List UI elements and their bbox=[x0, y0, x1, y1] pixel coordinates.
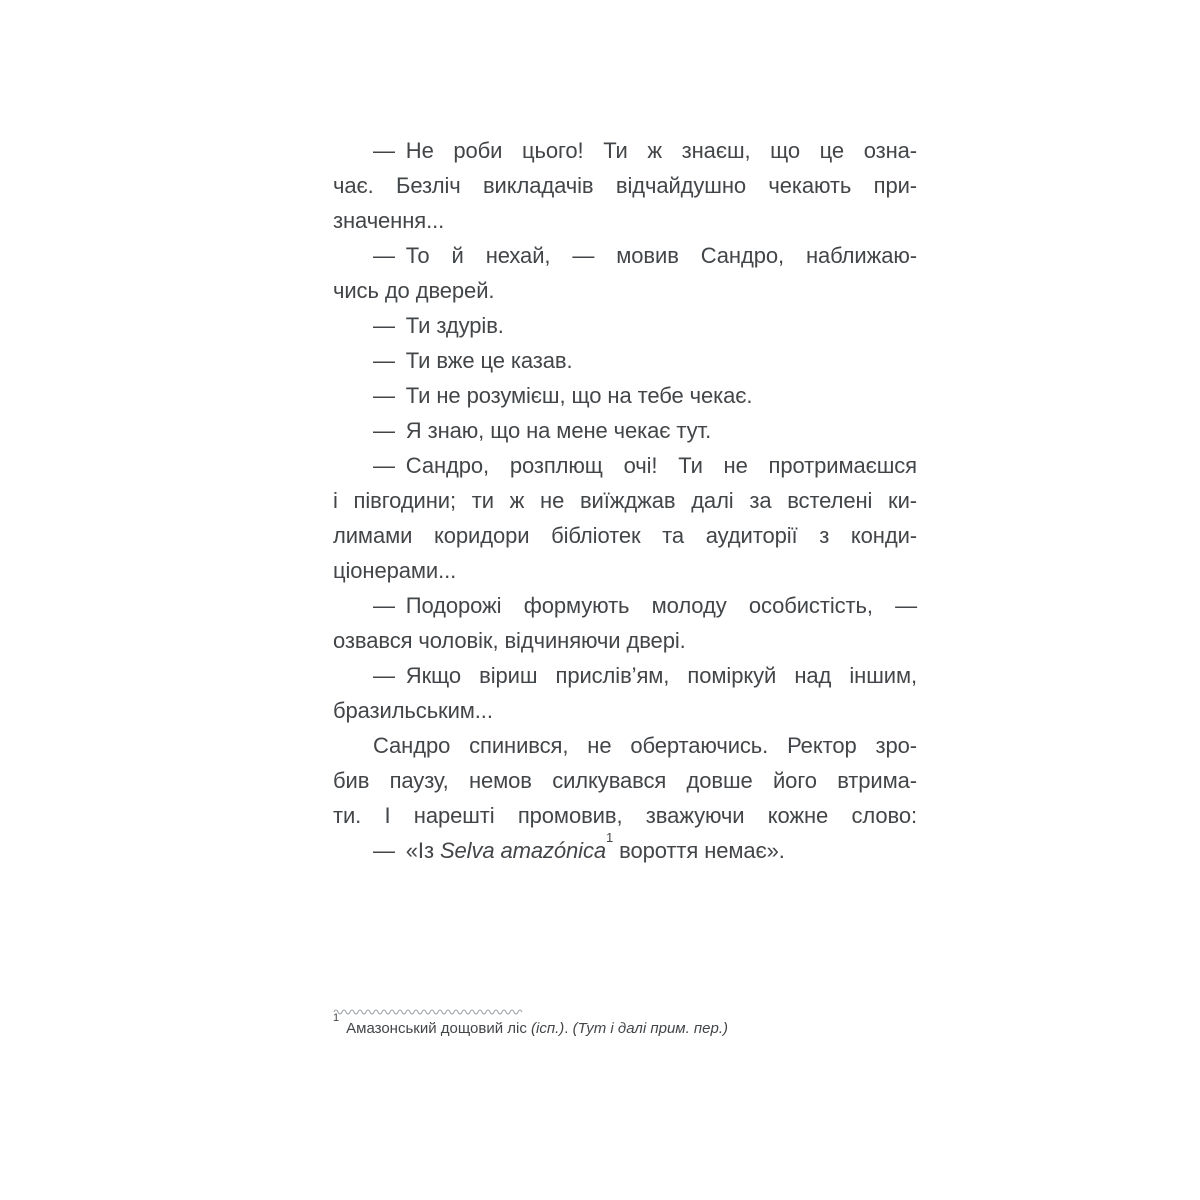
text-segment: . bbox=[564, 1020, 573, 1037]
text-segment: — Ти здурів. bbox=[373, 313, 504, 338]
text-segment: вороття немає». bbox=[613, 838, 785, 863]
italic-text-segment: (ісп.) bbox=[531, 1020, 565, 1037]
dialogue-line bbox=[333, 829, 917, 868]
dialogue-line bbox=[333, 448, 917, 483]
text-segment: — Не роби цього! Ти ж знаєш, що це озна- bbox=[373, 138, 917, 163]
text-segment: Амазонський дощовий ліс bbox=[346, 1020, 532, 1037]
text-line bbox=[333, 553, 917, 588]
footnote-text bbox=[333, 1012, 917, 1040]
dialogue-line bbox=[333, 413, 917, 448]
text-line bbox=[333, 483, 917, 518]
dialogue-line bbox=[333, 238, 917, 273]
text-segment: — «Із bbox=[373, 838, 440, 863]
footnote-text-segments bbox=[346, 1020, 728, 1037]
text-segment: чає. Безліч викладачів відчайдушно чекають при- bbox=[333, 173, 917, 198]
text-line bbox=[333, 273, 917, 308]
text-segment: бразильським... bbox=[333, 698, 493, 723]
text-segment: значення... bbox=[333, 208, 445, 233]
text-line bbox=[333, 203, 917, 238]
text-segment: — Ти не розумієш, що на тебе чекає. bbox=[373, 383, 753, 408]
text-line bbox=[333, 798, 917, 833]
dialogue-line bbox=[333, 308, 917, 343]
text-line bbox=[333, 168, 917, 203]
text-line bbox=[333, 623, 917, 658]
italic-text-segment: Selva amazónica bbox=[439, 838, 606, 863]
body-text-column bbox=[333, 133, 917, 868]
footnote-reference-superscript: 1 bbox=[606, 829, 614, 845]
footnote bbox=[333, 1006, 917, 1040]
text-segment: — Якщо віриш прислів’ям, поміркуй над іншим, bbox=[373, 663, 917, 688]
text-line bbox=[333, 693, 917, 728]
text-segment: чись до дверей. bbox=[333, 278, 495, 303]
text-segment: — Сандро, розплющ очі! Ти не протримаєшся bbox=[373, 453, 917, 478]
dialogue-line bbox=[333, 658, 917, 693]
text-segment: Сандро спинився, не обертаючись. Ректор зро- bbox=[373, 733, 917, 758]
text-segment: ти. І нарешті промовив, зважуючи кожне слово: bbox=[333, 803, 917, 828]
italic-text-segment: (Тут і далі прим. пер.) bbox=[572, 1020, 729, 1037]
text-segment: — Подорожі формують молоду особистість, — bbox=[373, 593, 917, 618]
dialogue-line bbox=[333, 378, 917, 413]
footnote-separator-squiggle bbox=[333, 1006, 525, 1015]
text-segment: — То й нехай, — мовив Сандро, наближаю- bbox=[373, 243, 917, 268]
text-segment: бив паузу, немов силкувався довше його втрима- bbox=[333, 768, 917, 793]
dialogue-line bbox=[333, 133, 917, 168]
text-segment: озвався чоловік, відчиняючи двері. bbox=[333, 628, 686, 653]
text-line bbox=[333, 728, 917, 763]
text-segment: лимами коридори бібліотек та аудиторії з конди- bbox=[333, 523, 917, 548]
text-segment: і півгодини; ти ж не виїжджав далі за встелені ки- bbox=[333, 488, 917, 513]
dialogue-line bbox=[333, 588, 917, 623]
dialogue-line bbox=[333, 343, 917, 378]
text-line bbox=[333, 518, 917, 553]
text-segment: — Я знаю, що на мене чекає тут. bbox=[373, 418, 712, 443]
text-line bbox=[333, 763, 917, 798]
text-segment: ціонерами... bbox=[333, 558, 457, 583]
footnote-marker: 1 bbox=[333, 1012, 340, 1024]
text-segment: — Ти вже це казав. bbox=[373, 348, 573, 373]
